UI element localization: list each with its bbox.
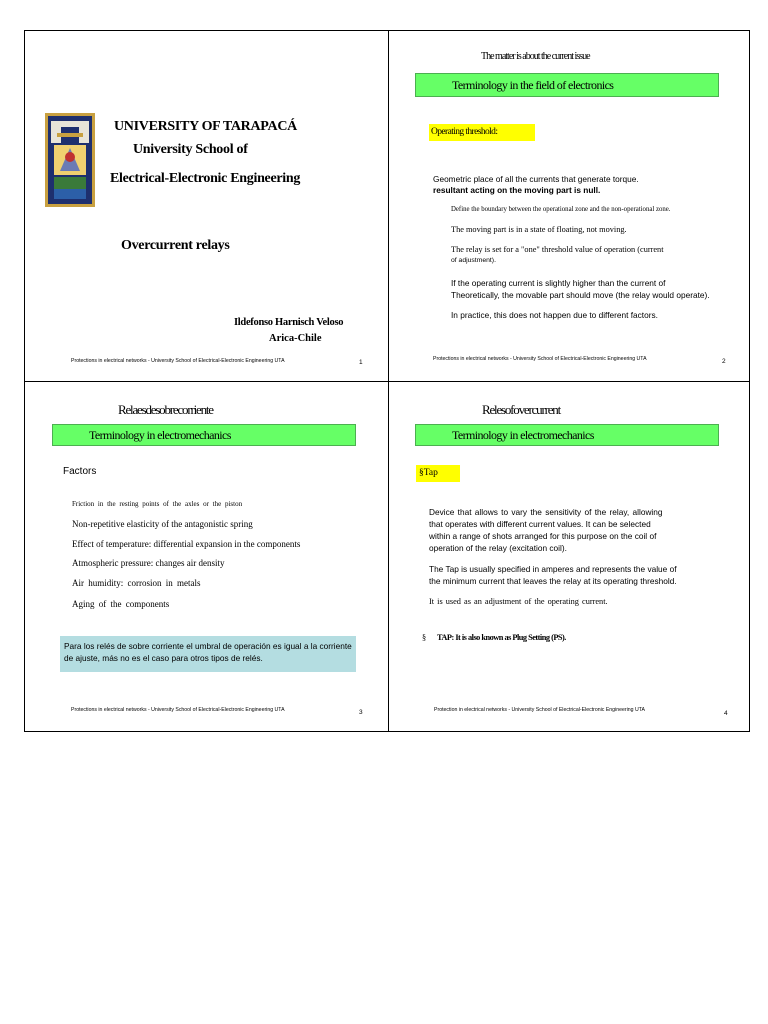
location: Arica-Chile (269, 333, 322, 344)
highlight-box (429, 124, 535, 141)
presentation-topic: Overcurrent relays (121, 238, 230, 253)
page-number: 4 (724, 710, 728, 717)
text-line: The relay is set for a "one" threshold value of operation (current (451, 245, 664, 254)
text-line: Geometric place of all the currents that generate torque. (433, 174, 639, 184)
slide-footer: Protections in electrical networks - University School of Electrical-Electronic Engineering UTA (433, 356, 647, 362)
section-bar (415, 424, 719, 446)
list-item: Non-repetitive elasticity of the antagonistic spring (72, 519, 253, 529)
text-line: of adjustment). (451, 257, 496, 264)
section-bar-label: Terminology in electromechanics (89, 428, 231, 442)
slide-footer: Protections in electrical networks - University School of Electrical-Electronic Engineering UTA (71, 358, 285, 364)
text-line: Theoretically, the movable part should move (the relay would operate). (451, 290, 710, 300)
text-line: that operates with different current values. It can be selected (429, 519, 651, 529)
text-line: The Tap is usually specified in amperes and represents the value of (429, 564, 677, 574)
highlight-label: Operating threshold: (431, 127, 498, 137)
text-line: Define the boundary between the operational zone and the non-operational zone. (451, 206, 671, 213)
list-item: Air humidity: corrosion in metals (72, 578, 201, 588)
list-item: Atmospheric pressure: changes air density (72, 558, 225, 568)
bullet-text: TAP: It is also known as Plug Setting (PS). (437, 633, 566, 642)
slide-2 (389, 31, 751, 381)
slide-3 (25, 382, 387, 732)
section-bar (52, 424, 356, 446)
slide-header: Relaesdesobrecorriente (118, 402, 213, 417)
list-item: Effect of temperature: differential expansion in the components (72, 539, 301, 549)
bullet-icon: § (422, 633, 427, 642)
highlight-box (416, 465, 460, 482)
department-name: Electrical-Electronic Engineering (110, 171, 301, 186)
text-line: operation of the relay (excitation coil). (429, 543, 567, 553)
text-line: The moving part is in a state of floating, not moving. (451, 225, 627, 234)
highlight-label: §Tap (419, 468, 438, 478)
text-line: within a range of shots arranged for this purpose on the coil of (429, 531, 657, 541)
section-bar (415, 73, 719, 97)
page-number: 1 (359, 359, 363, 366)
text-line: In practice, this does not happen due to different factors. (451, 310, 658, 320)
slide-footer: Protection in electrical networks - University School of Electrical-Electronic Engineering UTA (434, 707, 645, 713)
page-number: 3 (359, 709, 363, 716)
text-line: the minimum current that leaves the relay at its operating threshold. (429, 576, 677, 586)
section-bar-label: Terminology in electromechanics (452, 428, 594, 442)
text-line: resultant acting on the moving part is null. (433, 185, 601, 195)
text-line: It is used as an adjustment of the operating current. (429, 597, 608, 606)
slide-grid (24, 30, 750, 732)
note-text: Para los relés de sobre corriente el umbral de operación es igual a la corriente de ajuste, más no es el caso para otros tipos de relés. (64, 641, 352, 663)
note-box (60, 636, 356, 672)
text-line: If the operating current is slightly higher than the current of (451, 278, 666, 288)
slide-footer: Protections in electrical networks - University School of Electrical-Electronic Engineering UTA (71, 707, 285, 713)
text-line: Device that allows to vary the sensitivity of the relay, allowing (429, 507, 663, 517)
section-bar-label: Terminology in the field of electronics (452, 78, 614, 92)
slide-header: The matter is about the current issue (481, 51, 590, 62)
list-item: Aging of the components (72, 599, 170, 609)
page-number: 2 (722, 358, 726, 365)
university-name: UNIVERSITY OF TARAPACÁ (114, 119, 297, 134)
slide-1 (25, 31, 387, 381)
factors-label: Factors (63, 466, 97, 477)
slide-4 (389, 382, 751, 732)
university-crest-logo (45, 113, 95, 207)
slide-header: Relesofovercurrent (482, 402, 561, 417)
school-name: University School of (133, 142, 248, 157)
author-name: Ildefonso Harnisch Veloso (234, 317, 344, 328)
list-item: Friction in the resting points of the axles or the piston (72, 500, 243, 508)
